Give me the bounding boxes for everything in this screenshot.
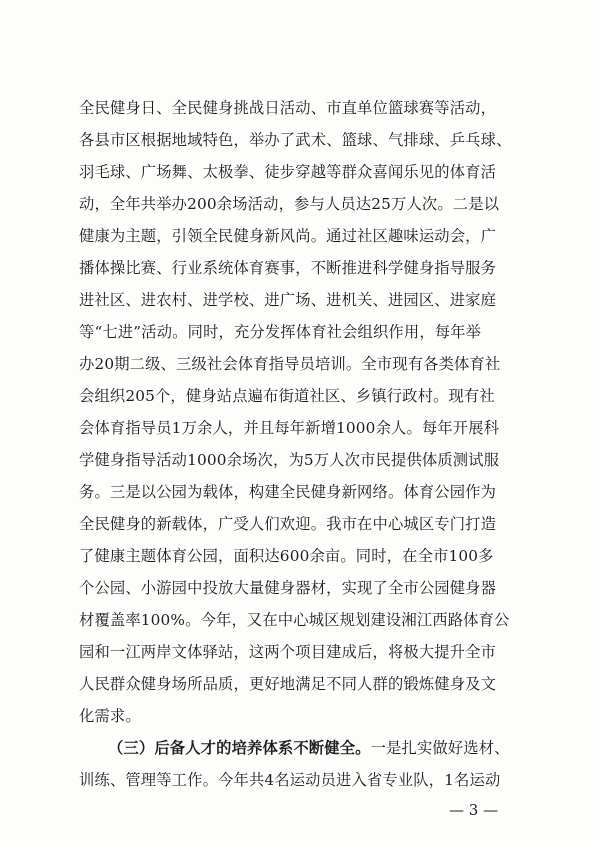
body-text-line: 个公园、小游园中投放大量健身器材，实现了全市公园健身器 — [79, 579, 497, 597]
body-text-line: 健康为主题，引领全民健身新风尚。通过社区趣味运动会，广 — [79, 227, 497, 245]
body-text-line: 会组织205个，健身站点遍布街道社区、乡镇行政村。现有社 — [79, 387, 495, 405]
body-text-line: 等“七进”活动。同时，充分发挥体育社会组织作用，每年举 — [79, 323, 482, 341]
body-text-line: 会体育指导员1万余人，并且每年新增1000余人。每年开展科 — [79, 419, 500, 437]
body-text-line: 了健康主题体育公园，面积达600余亩。同时，在全市100多 — [79, 547, 494, 565]
body-text-line: 进社区、进农村、进学校、进广场、进机关、进园区、进家庭 — [79, 291, 497, 309]
body-text-line: 人民群众健身场所品质，更好地满足不同人群的锻炼健身及文 — [79, 675, 497, 693]
page-number: — 3 — — [449, 801, 499, 819]
section-line — [108, 738, 529, 758]
body-text-line: 全民健身日、全民健身挑战日活动、市直单位篮球赛等活动， — [79, 99, 497, 117]
body-text-line: 园和一江两岸文体驿站，这两个项目建成后，将极大提升全市 — [79, 643, 497, 661]
body-text-line: 办20期二级、三级社会体育指导员培训。全市现有各类体育社 — [79, 355, 501, 373]
body-text-line: 学健身指导活动1000余场次，为5万人次市民提供体质测试服 — [79, 451, 500, 469]
body-text-line: 材覆盖率100%。今年，又在中心城区规划建设湘江西路体育公 — [79, 611, 510, 629]
body-text-line: 各县市区根据地域特色，举办了武术、篮球、气排球、乒乓球、 — [79, 131, 512, 149]
body-text-line: 全民健身的新载体，广受人们欢迎。我市在中心城区专门打造 — [79, 515, 497, 533]
body-text-line: 播体操比赛、行业系统体育赛事，不断推进科学健身指导服务 — [79, 259, 497, 277]
body-text-line: 化需求。 — [79, 707, 141, 725]
section-heading: （三）后备人才的培养体系不断健全。 — [108, 739, 371, 757]
body-text-line: 务。三是以公园为载体，构建全民健身新网络。体育公园作为 — [79, 483, 497, 501]
body-text-line: 羽毛球、广场舞、太极拳、徒步穿越等群众喜闻乐见的体育活 — [79, 163, 497, 181]
body-text-line: 训练、管理等工作。今年共4名运动员进入省专业队，1名运动 — [79, 771, 501, 789]
body-text-line: 动，全年共举办200余场活动，参与人员达25万人次。二是以 — [79, 195, 500, 213]
section-text: 一是扎实做好选材、 — [370, 739, 510, 757]
